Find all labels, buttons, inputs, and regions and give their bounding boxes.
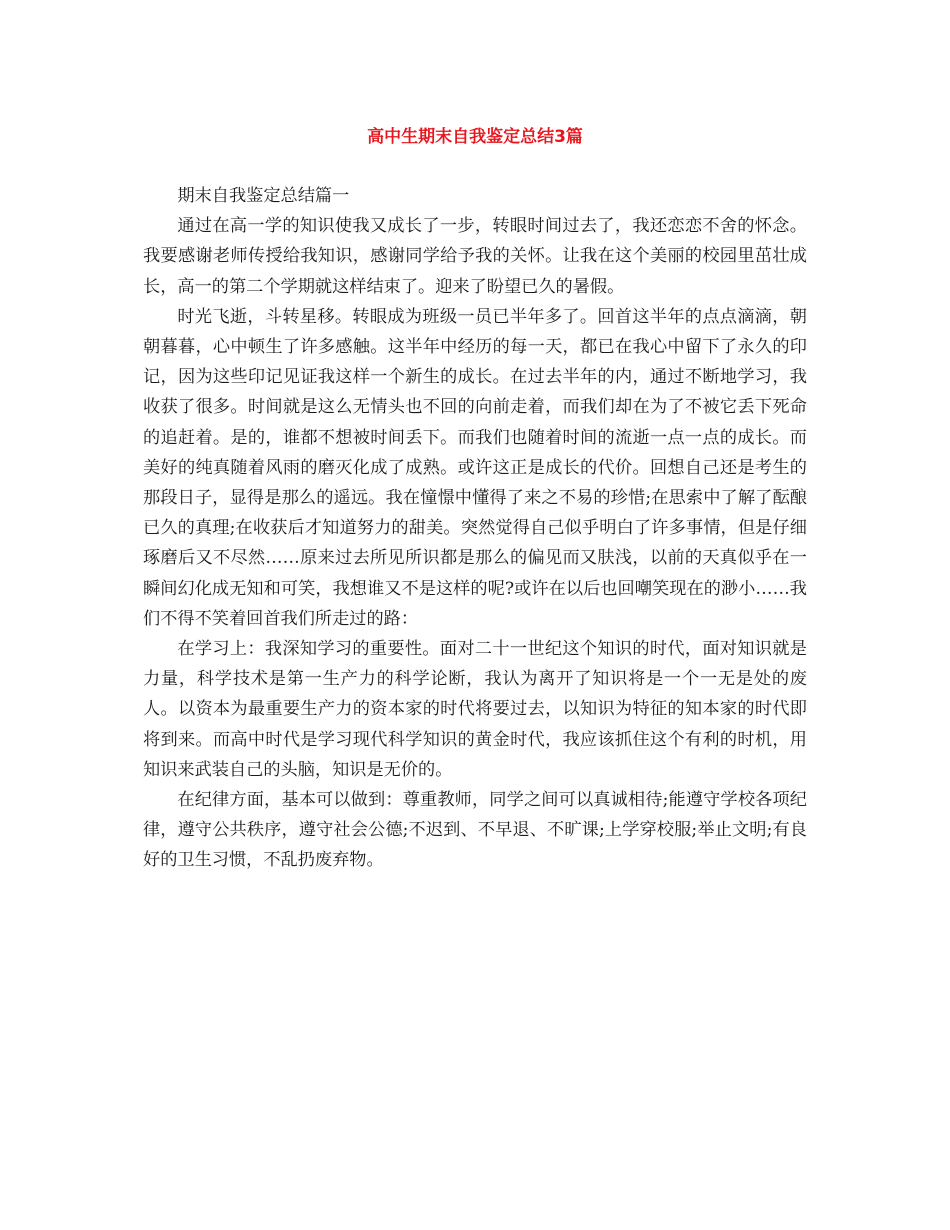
document-title: 高中生期末自我鉴定总结3篇: [367, 127, 583, 147]
paragraph: 在纪律方面，基本可以做到：尊重教师，同学之间可以真诚相待;能遵守学校各项纪律，遵守公共秩序，遵守社会公德;不迟到、不早退、不旷课;上学穿校服;举止文明;有良好的卫生习惯，不乱扔废弃物。: [143, 790, 807, 871]
document-body: [143, 181, 807, 876]
paragraph: 在学习上：我深知学习的重要性。面对二十一世纪这个知识的时代，面对知识就是力量，科学技术是第一生产力的科学论断，我认为离开了知识将是一个一无是处的废人。以资本为最重要生产力的资本家的时代将要过去，以知识为特征的知本家的时代即将到来。而高中时代是学习现代科学知识的黄金时代，我应该抓住这个有利的时机，用知识来武装自己的头脑，知识是无价的。: [143, 639, 807, 780]
paragraph: 时光飞逝，斗转星移。转眼成为班级一员已半年多了。回首这半年的点点滴滴，朝朝暮暮，心中顿生了许多感触。这半年中经历的每一天，都已在我心中留下了永久的印记，因为这些印记见证我这样一个新生的成长。在过去半年的内，通过不断地学习，我收获了很多。时间就是这么无情头也不回的向前走着，而我们却在为了不被它丢下死命的追赶着。是的，谁都不想被时间丢下。而我们也随着时间的流逝一点一点的成长。而美好的纯真随着风雨的磨灭化成了成熟。或许这正是成长的代价。回想自己还是考生的那段日子，显得是那么的遥远。我在憧憬中懂得了来之不易的珍惜;在思索中了解了酝酿已久的真理;在收获后才知道努力的甜美。突然觉得自己似乎明白了许多事情，但是仔细琢磨后又不尽然……原来过去所见所识都是那么的偏见而又肤浅，以前的天真似乎在一瞬间幻化成无知和可笑，我想谁又不是这样的呢?或许在以后也回嘲笑现在的渺小……我们不得不笑着回首我们所走过的路：: [143, 306, 807, 629]
paragraph: 通过在高一学的知识使我又成长了一步，转眼时间过去了，我还恋恋不舍的怀念。我要感谢老师传授给我知识，感谢同学给予我的关怀。让我在这个美丽的校园里茁壮成长，高一的第二个学期就这样结束了。迎来了盼望已久的暑假。: [143, 216, 807, 297]
section-heading: 期末自我鉴定总结篇一: [177, 186, 350, 206]
